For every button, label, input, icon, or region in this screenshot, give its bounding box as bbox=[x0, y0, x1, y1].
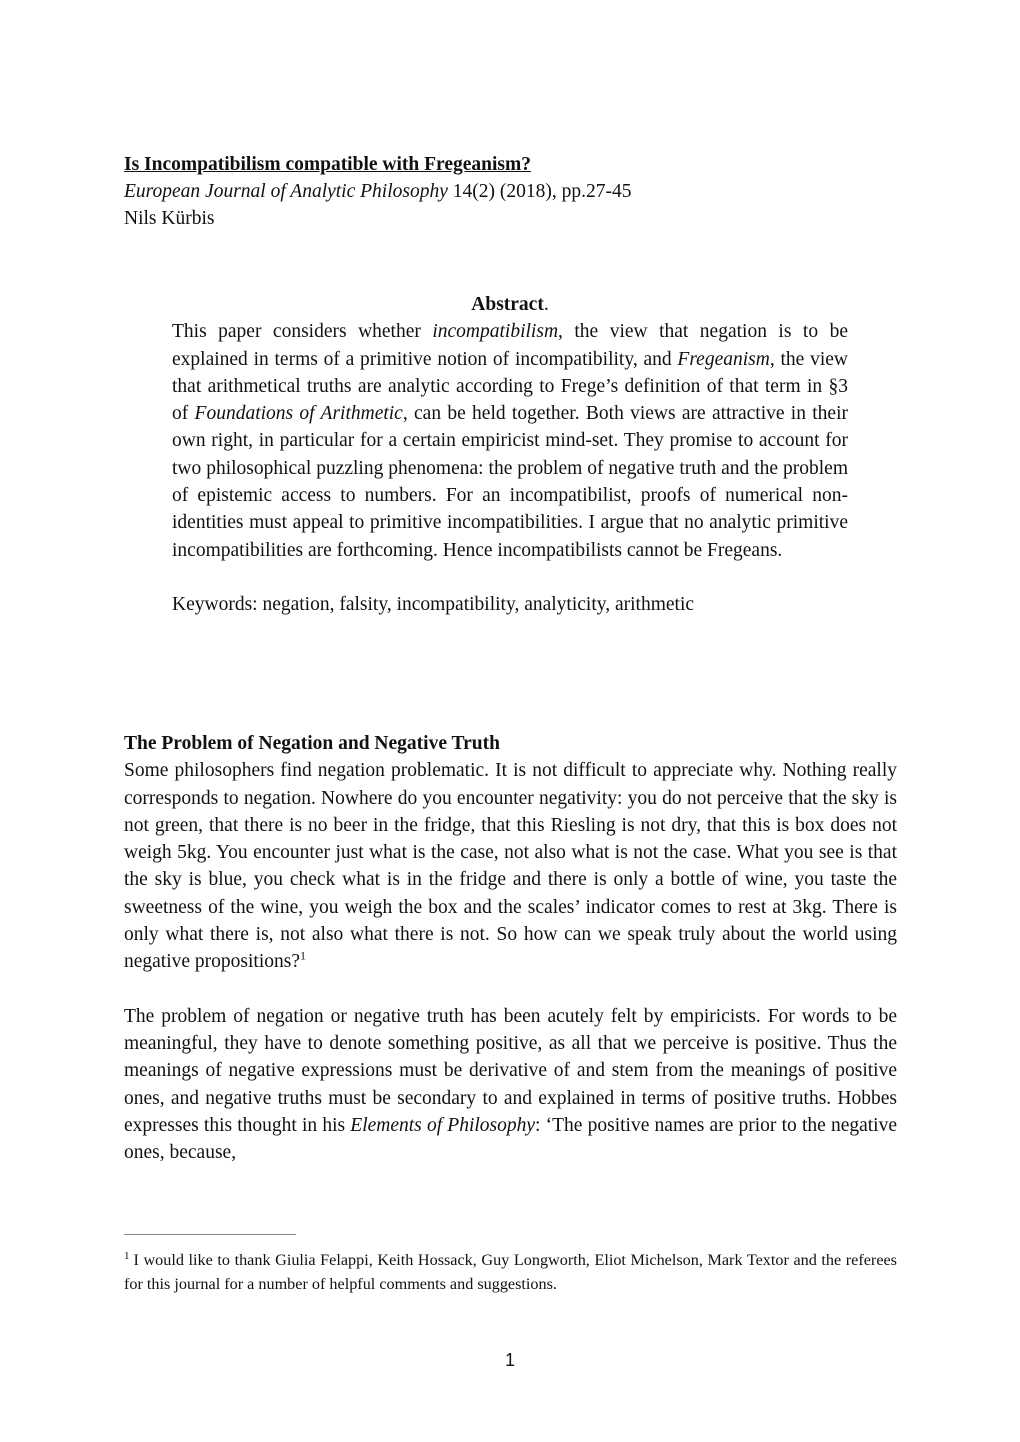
journal-details: 14(2) (2018), pp.27-45 bbox=[447, 181, 632, 202]
footnote-number: 1 bbox=[124, 1249, 130, 1262]
footnote-reference[interactable]: 1 bbox=[300, 948, 307, 963]
section-paragraph-1: Some philosophers find negation problematic. It is not difficult to appreciate why. Nothing really corresponds to negation. Nowhere do you encounter negativity: you do not perceive that the sky is not green, that there is no beer in the fridge, that this Riesling is not dry, that this is box does not weigh 5kg. You encounter just what is the case, not also what is not the case. What you see is that the sky is blue, you check what is in the fridge and there is only a bottle of wine, you taste the sweetness of the wine, you weigh the box and the scales’ indicator comes to rest at 3kg. There is only what there is, not also what there is not. So how can we speak truly about the world using negative propositions?$^1$ bbox=[124, 760, 897, 973]
abstract bbox=[172, 291, 848, 618]
abstract-body: This paper considers whether incompatibilism, the view that negation is to be explained in terms of a primitive notion of incompatibility, and Fregeanism, the view that arithmetical truths are analytic according to Frege’s definition of that term in §3 of Foundations of Arithmetic, can be held together. Both views are attractive in their own right, in particular for a certain empiricist mind-set. They promise to account for two philosophical puzzling phenomena: the problem of negative truth and the problem of epistemic access to numbers. For an incompatibilist, proofs of numerical non-identities must appeal to primitive incompatibilities. I argue that no analytic primitive incompatibilities are forthcoming. Hence incompatibilists cannot be Fregeans. bbox=[172, 321, 848, 561]
author-name: Nils Kürbis bbox=[124, 208, 215, 229]
paper-title: Is Incompatibilism compatible with Fregeanism? bbox=[124, 154, 531, 175]
paper-header bbox=[124, 151, 631, 232]
footnote-text: I would like to thank Giulia Felappi, Keith Hossack, Guy Longworth, Eliot Michelson, Mark Textor and the referees for this journal for a number of helpful comments and suggestions. bbox=[124, 1251, 897, 1293]
section-heading: The Problem of Negation and Negative Truth bbox=[124, 733, 500, 754]
section-paragraph-2: The problem of negation or negative truth has been acutely felt by empiricists. For words to be meaningful, they have to denote something positive, as all that we perceive is positive. Thus the meanings of negative expressions must be derivative of and stem from the meanings of positive ones, and negative truths must be secondary to and explained in terms of positive truths. Hobbes expresses this thought in his Elements of Philosophy: ‘The positive names are prior to the negative ones, because, bbox=[124, 1005, 897, 1164]
journal-name: European Journal of Analytic Philosophy bbox=[124, 181, 448, 202]
term-incompatibilism: incompatibilism bbox=[432, 321, 559, 343]
footnote bbox=[124, 1249, 897, 1296]
abstract-heading: Abstract. bbox=[471, 294, 549, 315]
cited-work-title: Elements of Philosophy bbox=[350, 1114, 536, 1136]
footnote-divider bbox=[124, 1234, 296, 1235]
keywords: Keywords: negation, falsity, incompatibility, analyticity, arithmetic bbox=[172, 593, 695, 615]
term-fregeanism: Fregeanism bbox=[677, 348, 770, 370]
section-negation bbox=[124, 730, 897, 1166]
journal-citation bbox=[124, 178, 631, 205]
term-foundations: Foundations of Arithmetic bbox=[194, 403, 403, 425]
page-number: 1 bbox=[504, 1350, 515, 1370]
